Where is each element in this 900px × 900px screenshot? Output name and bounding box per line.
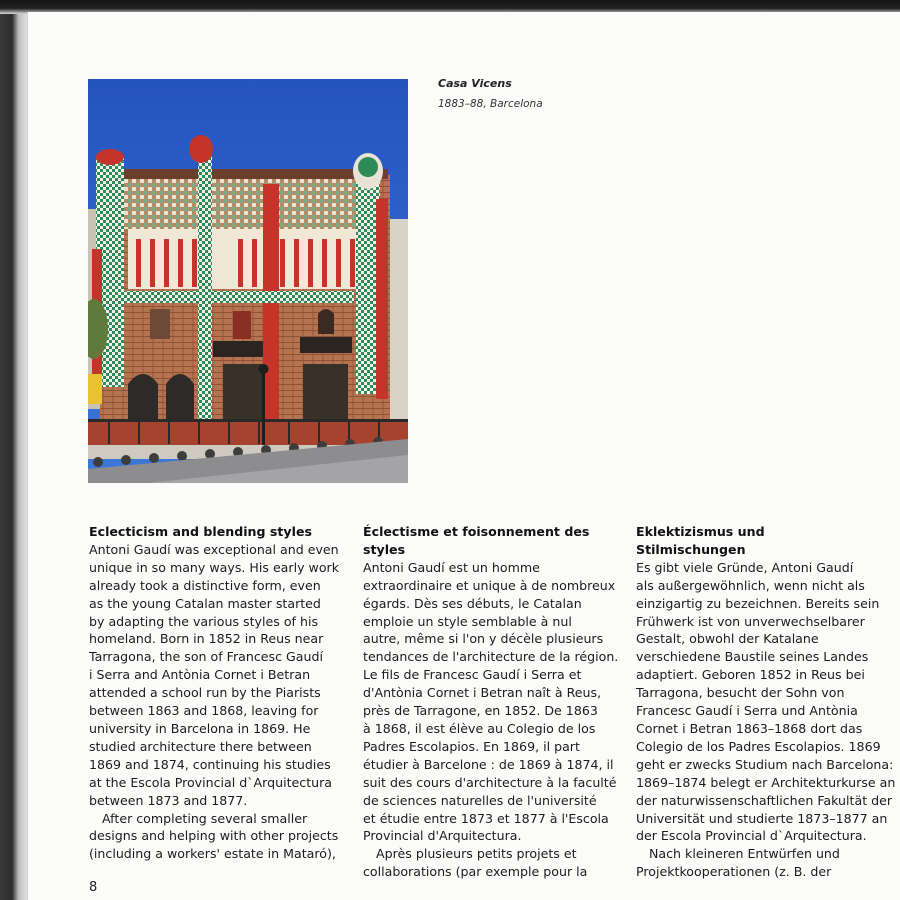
text-line: unique in so many ways. His early work: [89, 559, 340, 575]
paragraph: [636, 559, 896, 846]
text-line: der Escola Provincial d`Arquitectura.: [636, 828, 867, 844]
text-line: Antoni Gaudí was exceptional and even: [89, 541, 339, 557]
text-line: verschiedene Baustile seines Landes: [636, 649, 869, 665]
text-line: 1869 and 1874, continuing his studies: [89, 756, 331, 772]
column-french: [363, 523, 619, 881]
caption-subtitle: 1883–88, Barcelona: [438, 98, 543, 110]
text-line: Nach kleineren Entwürfen und: [649, 846, 840, 862]
column-heading: Eklektizismus und Stilmischungen: [636, 524, 765, 557]
text-line: between 1873 and 1877.: [89, 792, 248, 808]
page-number: 8: [89, 880, 98, 895]
text-line: homeland. Born in 1852 in Reus near: [89, 631, 324, 647]
text-line: extraordinaire et unique à de nombreux: [363, 577, 616, 593]
text-line: Padres Escolapios. En 1869, il part: [363, 738, 580, 754]
text-line: studied architecture there between: [89, 738, 312, 754]
text-line: Le fils de Francesc Gaudí i Serra et: [363, 667, 582, 683]
text-line: i Serra and Antònia Cornet i Betran: [89, 667, 311, 683]
text-line: between 1863 and 1868, leaving for: [89, 703, 319, 719]
text-line: der naturwissenschaftlichen Fakultät der: [636, 792, 893, 808]
text-line: Es gibt viele Gründe, Antoni Gaudí: [636, 559, 854, 575]
text-line: als außergewöhnlich, wenn nicht als: [636, 577, 865, 593]
text-line: collaborations (par exemple pour la: [363, 864, 588, 880]
column-heading: Éclectisme et foisonnement des styles: [363, 524, 590, 557]
paragraph: [636, 845, 876, 881]
casa-vicens-photo: [88, 79, 408, 483]
text-line: at the Escola Provincial d`Arquitectura: [89, 774, 333, 790]
text-line: (including a workers' estate in Mataró),: [89, 846, 336, 862]
text-line: adaptiert. Geboren 1852 in Reus bei: [636, 667, 865, 683]
text-line: designs and helping with other projects: [89, 828, 339, 844]
text-line: d'Antònia Cornet i Betran naît à Reus,: [363, 685, 602, 701]
text-line: geht er zwecks Studium nach Barcelona:: [636, 756, 894, 772]
text-line: à 1868, il est élève au Colegio de los: [363, 720, 596, 736]
text-line: by adapting the various styles of his: [89, 613, 319, 629]
text-line: Après plusieurs petits projets et: [376, 846, 577, 862]
column-english: [89, 523, 341, 863]
text-line: After completing several smaller: [102, 810, 308, 826]
text-line: emploie un style semblable à nul: [363, 613, 572, 629]
photo-caption: [438, 76, 638, 111]
paragraph: [89, 810, 341, 864]
text-line: de sciences naturelles de l'université: [363, 792, 597, 808]
text-line: university in Barcelona in 1869. He: [89, 720, 311, 736]
text-line: Cornet i Betran 1863–1868 dort das: [636, 720, 863, 736]
text-line: Universität und studierte 1873–1877 an: [636, 810, 888, 826]
text-line: Francesc Gaudí i Serra und Antònia: [636, 703, 858, 719]
text-line: Gestalt, obwohl der Katalane: [636, 631, 819, 647]
text-line: près de Tarragone, en 1852. De 1863: [363, 703, 598, 719]
text-line: as the young Catalan master started: [89, 595, 321, 611]
paragraph: [363, 845, 615, 881]
text-line: Projektkooperationen (z. B. der: [636, 864, 832, 880]
text-line: Tarragona, the son of Francesc Gaudí: [89, 649, 323, 665]
text-line: Colegio de los Padres Escolapios. 1869: [636, 738, 881, 754]
building-photo-icon: [88, 79, 408, 483]
book-edge-left: [0, 0, 30, 900]
column-german: [636, 523, 896, 881]
text-line: égards. Dès ses débuts, le Catalan: [363, 595, 582, 611]
text-line: Provincial d'Arquitectura.: [363, 828, 522, 844]
text-line: étudier à Barcelone : de 1869 à 1874, il: [363, 756, 614, 772]
text-line: Antoni Gaudí est un homme: [363, 559, 540, 575]
paragraph: [89, 541, 341, 810]
text-line: Tarragona, besucht der Sohn von: [636, 685, 845, 701]
text-line: attended a school run by the Piarists: [89, 685, 321, 701]
text-line: et étudie entre 1873 et 1877 à l'Escola: [363, 810, 609, 826]
text-line: autre, même si l'on y décèle plusieurs: [363, 631, 604, 647]
text-line: Frühwerk ist von unverwechselbarer: [636, 613, 865, 629]
caption-title: Casa Vicens: [438, 77, 512, 90]
text-line: 1869–1874 belegt er Architekturkurse an: [636, 774, 896, 790]
column-heading: Eclecticism and blending styles: [89, 524, 312, 539]
paragraph: [363, 559, 619, 846]
text-line: tendances de l'architecture de la région.: [363, 649, 619, 665]
text-line: einzigartig zu bezeichnen. Bereits sein: [636, 595, 880, 611]
text-line: already took a distinctive form, even: [89, 577, 321, 593]
text-line: suit des cours d'architecture à la faculté: [363, 774, 617, 790]
